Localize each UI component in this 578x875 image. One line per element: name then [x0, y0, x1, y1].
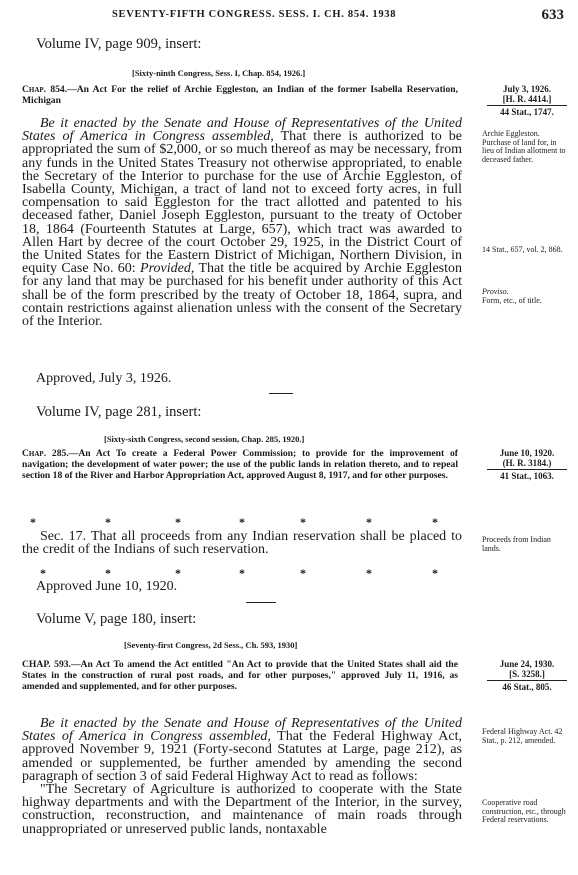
- session-line-2: [Sixty-sixth Congress, second session, Chap. 285, 1920.]: [104, 434, 305, 444]
- session-line-3: [Seventy-first Congress, 2d Sess., Ch. 593, 1930]: [124, 640, 298, 650]
- section-body-3: Be it enacted by the Senate and House of Representatives of the United States of America in Congress assembled, That the Federal Highway Act, approved November 9, 1921 (Forty-second Statutes at Large, page 212), as amended or supplemented, be further amended by amending the second paragraph of section 3 of said Federal Highway Act to read as follows: "The Secretary of Agriculture is authorized to cooperate with the State highway departments and with the Department of the Interior, in the survey, construction, reconstruction, and maintenance of main roads through unappropriated or unreserved public lands, nontaxable: [22, 716, 462, 837]
- chapter-title-1: Chap. 854.—An Act For the relief of Archie Eggleston, an Indian of the former Isabella Reservation, Michigan: [22, 84, 458, 107]
- ellipsis-star: *: [432, 515, 438, 529]
- ellipsis-star: *: [30, 515, 36, 529]
- margin-ref-3: June 24, 1930. [S. 3258.] 46 Stat., 805.: [487, 659, 567, 692]
- ellipsis-star: *: [40, 566, 46, 580]
- margin-ref-2: June 10, 1920. (H. R. 3184.) 41 Stat., 1063.: [487, 448, 567, 481]
- margin-note-highway-act: Federal Highway Act. 42 Stat., p. 212, amended.: [482, 727, 563, 745]
- ellipsis-star: *: [239, 566, 245, 580]
- margin-note-proviso: Proviso. Form, etc., of title.: [482, 287, 542, 305]
- volume-heading-2: Volume IV, page 281, insert:: [36, 404, 202, 420]
- ellipsis-star: *: [175, 566, 181, 580]
- chapter-title-2: Chap. 285.—An Act To create a Federal Power Commission; to provide for the improvement of navigation; the development of water power; the use of the public lands in relation thereto, and to repeal section 18 of the River and Harbor Appropriation Act, approved August 8, 1917, and for other purposes.: [22, 448, 458, 482]
- ellipsis-star: *: [366, 566, 372, 580]
- ellipsis-star: *: [300, 515, 306, 529]
- ellipsis-star: *: [300, 566, 306, 580]
- enacting-clause-1: Be it enacted by the Senate and House of Representatives of the United States of America in Congress assembled,: [22, 116, 462, 145]
- margin-note-eggleston: Archie Eggleston. Purchase of land for, in lieu of Indian allotment to deceased father.: [482, 129, 566, 164]
- section-body-1: Be it enacted by the Senate and House of Representatives of the United States of America in Congress assembled, That there is authorized to be appropriated the sum of $2,000, or so much thereof as may be necessary, from any funds in the United States Treasury not otherwise appropriated, to enable the Secretary of the Interior to purchase for the use of Archie Eggleston, of Isabella County, Michigan, a tract of land not to exceed forty acres, in full compensation to said Eggleston for the tract allotted and patented to his deceased father, Daniel Joseph Eggleston, pursuant to the treaty of October 18, 1864 (Fourteenth Statutes at Large, 657), which tract was awarded to Allen Hart by decree of the court October 29, 1925, in the District Court of the United States for the Eastern District of Michigan, Northern Division, in equity Case No. 60: Provided, That the title be acquired by Archie Eggleston for any land that may be purchased for his benefit under authority of this Act shall be of the form prescribed by the treaty of October 18, 1864, supra, and contain restrictions against alienation unless with the consent of the Secretary of the Interior.: [22, 116, 463, 330]
- ellipsis-star: *: [175, 515, 181, 529]
- margin-ref-1: July 3, 1926. [H. R. 4414.] 44 Stat., 1747.: [487, 84, 567, 117]
- volume-heading-3: Volume V, page 180, insert:: [36, 611, 197, 627]
- section-divider-2: [246, 602, 276, 603]
- ellipsis-row-1: [0, 515, 470, 529]
- ellipsis-row-2: [0, 566, 470, 580]
- header-title: SEVENTY-FIFTH CONGRESS. SESS. I. CH. 854. 1938: [112, 9, 397, 20]
- ellipsis-star: *: [105, 515, 111, 529]
- margin-note-indian-lands: Proceeds from Indian lands.: [482, 535, 551, 553]
- enacting-clause-3: Be it enacted by the Senate and House of Representatives of the United States of America in Congress assembled,: [22, 716, 462, 745]
- ellipsis-star: *: [239, 515, 245, 529]
- margin-note-stat-657: 14 Stat., 657, vol. 2, 868.: [482, 245, 563, 254]
- page-number: 633: [541, 7, 564, 23]
- section-divider-1: [269, 393, 293, 394]
- approved-line-2: Approved June 10, 1920.: [36, 579, 178, 594]
- running-header: [0, 7, 578, 25]
- session-line-1: [Sixty-ninth Congress, Sess. I, Chap. 854, 1926.]: [132, 68, 306, 78]
- quoted-amendment: "The Secretary of Agriculture is authorized to cooperate with the State highway departments and with the Department of the Interior, in the survey, construction, reconstruction, and maintenance of main roads through unappropriated or unreserved public lands, nontaxable: [22, 782, 462, 837]
- ellipsis-star: *: [432, 566, 438, 580]
- ellipsis-star: *: [366, 515, 372, 529]
- ellipsis-star: *: [105, 566, 111, 580]
- chapter-title-3: CHAP. 593.—An Act To amend the Act entitled "An Act to provide that the United States shall aid the States in the construction of rural post roads, and for other purposes," approved July 11, 1916, as amended and supplemented, and for other purposes.: [22, 659, 458, 693]
- section-17-text: Sec. 17. That all proceeds from any Indian reservation shall be placed to the credit of the Indians of such reservation.: [22, 529, 462, 558]
- volume-heading-1: Volume IV, page 909, insert:: [36, 36, 202, 52]
- approved-line-1: Approved, July 3, 1926.: [36, 371, 172, 386]
- margin-note-road-construction: Cooperative road construction, etc., through Federal reservations.: [482, 798, 566, 825]
